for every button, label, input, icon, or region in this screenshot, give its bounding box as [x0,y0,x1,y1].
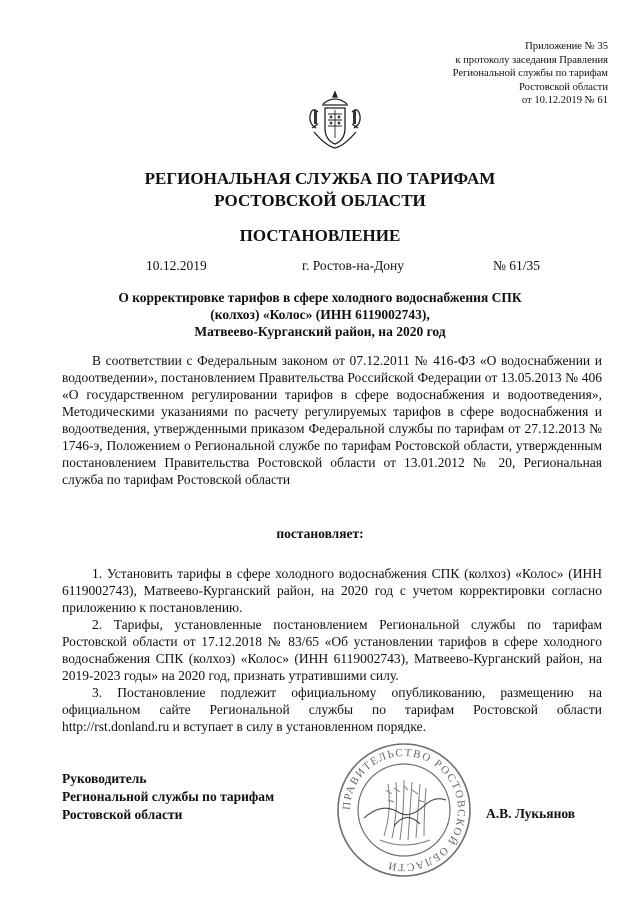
decree-item: 1. Установить тарифы в сфере холодного водоснабжения СПК (колхоз) «Колос» (ИНН 6119002743), Матвеево-Курганский район, на 2020 год с учетом корректировки согласно приложению к постановлению. [62,566,602,615]
organization-title [0,168,640,212]
document-type: ПОСТАНОВЛЕНИЕ [239,226,401,245]
decree-item: 2. Тарифы, установленные постановлением Региональной службы по тарифам Ростовской области от 17.12.2018 № 83/65 «Об установлении тарифов в сфере холодного водоснабжения СПК (колхоз) «Колос» (ИНН 6119002743), Матвеево-Курганский район, на 2019-2023 годы» на 2020 год, признать утратившими силу. [62,617,602,683]
subject-line: Матвеево-Курганский район, на 2020 год [194,324,446,339]
organization-title-line: РЕГИОНАЛЬНАЯ СЛУЖБА ПО ТАРИФАМ [144,169,496,188]
document-number: № 61/35 [493,258,541,273]
document-subject [60,289,580,340]
coat-of-arms-emblem [306,88,364,152]
signer-title [62,770,274,824]
svg-text:ПРАВИТЕЛЬСТВО РОСТОВСКОЙ ОБЛАС [341,747,467,873]
preamble-paragraph: В соответствии с Федеральным законом от 07.12.2011 № 416-ФЗ «О водоснабжении и водоотведении», постановлением Правительства Российской Федерации от 13.05.2013 № 406 «О государственном регулировании тарифов в сфере водоснабжения и водоотведения», Методическими указаниями по расчету регулируемых тарифов в сфере водоснабжения и водоотведения, утвержденными приказом Федеральной службы по тарифам от 27.12.2013 № 1746-э, Положением о Региональной службе по тарифам Ростовской области, утвержденным постановлением Правительства Ростовской области от 13.01.2012 № 20, Региональная служба по тарифам Ростовской области [62,353,602,487]
preamble [62,352,602,488]
appendix-line: Приложение № 35 [525,41,608,52]
appendix-line: от 10.12.2019 № 61 [521,95,608,107]
decree-items [62,565,602,735]
signer-title-line: Руководитель [62,771,147,786]
subject-line: О корректировке тарифов в сфере холодного водоснабжения СПК [118,290,522,305]
decrees-label: постановляет: [276,526,364,541]
organization-title-line: РОСТОВСКОЙ ОБЛАСТИ [214,191,426,210]
signer-title-line: Ростовской области [62,807,183,822]
stamp-ring-text: ПРАВИТЕЛЬСТВО РОСТОВСКОЙ ОБЛАСТИ [340,746,468,874]
decree-item: 3. Постановление подлежит официальному опубликованию, размещению на официальном сайте Региональной службы по тарифам Ростовской области http://rst.donland.ru и вступает в силу в установленном порядке. [62,685,602,734]
subject-line: (колхоз) «Колос» (ИНН 6119002743), [210,307,430,322]
official-stamp [334,740,474,880]
signer-name: А.В. Лукьянов [486,806,576,821]
appendix-line: Региональной службы по тарифам [452,68,608,80]
document-city: г. Ростов-на-Дону [302,258,405,273]
appendix-line: к протоколу заседания Правления [455,54,608,66]
document-date: 10.12.2019 [146,258,207,273]
appendix-line: Ростовской области [519,81,608,93]
appendix-note [348,40,608,108]
signer-title-line: Региональной службы по тарифам [62,789,275,804]
